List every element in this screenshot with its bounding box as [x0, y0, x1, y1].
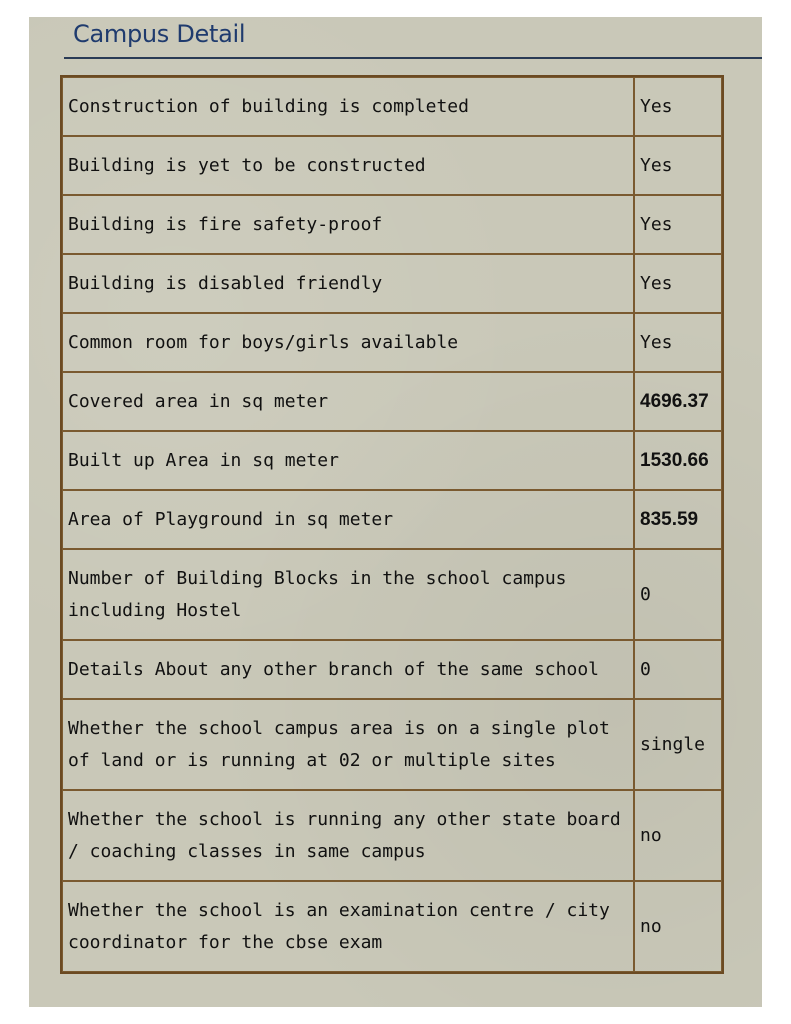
row-value: 0 — [634, 640, 722, 699]
table-row — [62, 313, 722, 372]
row-value: Yes — [634, 195, 722, 254]
table-row — [62, 431, 722, 490]
row-value: Yes — [634, 254, 722, 313]
table-row — [62, 490, 722, 549]
row-value: 0 — [634, 549, 722, 640]
row-label: Whether the school campus area is on a single plot of land or is running at 02 or multiple sites — [62, 699, 634, 790]
page-title: Campus Detail — [73, 20, 246, 48]
row-value: 1530.66 — [634, 431, 722, 490]
campus-detail-table — [60, 75, 724, 974]
row-value: single — [634, 699, 722, 790]
row-label: Building is yet to be constructed — [62, 136, 634, 195]
row-label: Area of Playground in sq meter — [62, 490, 634, 549]
title-underline — [64, 57, 762, 59]
row-label: Whether the school is an examination centre / city coordinator for the cbse exam — [62, 881, 634, 972]
table-row — [62, 790, 722, 881]
row-value: 4696.37 — [634, 372, 722, 431]
table-row — [62, 640, 722, 699]
row-value: no — [634, 790, 722, 881]
table-row — [62, 372, 722, 431]
row-value: no — [634, 881, 722, 972]
row-value: Yes — [634, 313, 722, 372]
table-row — [62, 195, 722, 254]
table-row — [62, 77, 722, 136]
row-label: Common room for boys/girls available — [62, 313, 634, 372]
row-label: Building is fire safety-proof — [62, 195, 634, 254]
table-row — [62, 881, 722, 972]
row-label: Built up Area in sq meter — [62, 431, 634, 490]
row-label: Covered area in sq meter — [62, 372, 634, 431]
table-row — [62, 136, 722, 195]
row-label: Building is disabled friendly — [62, 254, 634, 313]
row-label: Whether the school is running any other state board / coaching classes in same campus — [62, 790, 634, 881]
table-row — [62, 699, 722, 790]
row-label: Number of Building Blocks in the school campus including Hostel — [62, 549, 634, 640]
table-row — [62, 549, 722, 640]
row-value: Yes — [634, 77, 722, 136]
table-row — [62, 254, 722, 313]
document-page — [29, 17, 762, 1007]
row-label: Construction of building is completed — [62, 77, 634, 136]
row-value: 835.59 — [634, 490, 722, 549]
row-value: Yes — [634, 136, 722, 195]
row-label: Details About any other branch of the same school — [62, 640, 634, 699]
